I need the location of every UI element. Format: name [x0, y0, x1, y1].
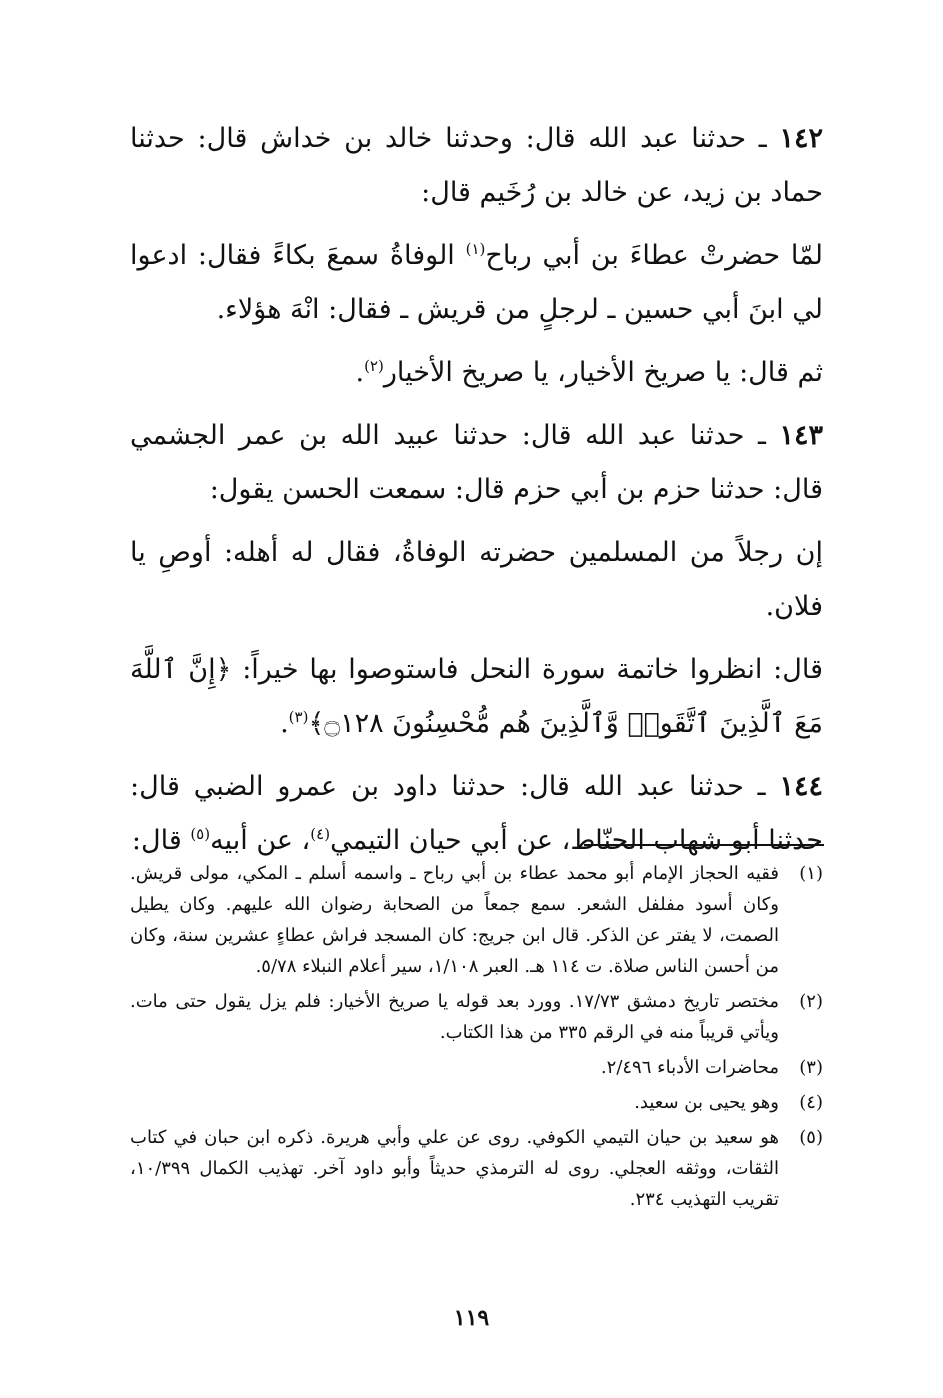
paragraph-text: الوفاةُ سمعَ بكاءً فقال: ادعوا لي ابنَ أبي حسين ـ لرجلٍ من قريش ـ فقال: انْهَ هؤلاء. — [130, 240, 823, 325]
footnote-divider — [584, 844, 824, 846]
footnote-ref[interactable]: (٢) — [364, 357, 384, 375]
hadith-142 — [130, 112, 823, 220]
quran-verse: ﴿إِنَّ ٱللَّهَ مَعَ ٱلَّذِينَ ٱتَّقَوا۟ وَّٱلَّذِينَ هُم مُّحْسِنُونَ ۝١٢٨﴾ — [130, 654, 823, 739]
hadith-number: ١٤٤ — [779, 771, 823, 802]
footnote-ref[interactable]: (٥) — [190, 825, 211, 843]
footnote-text: فقيه الحجاز الإمام أبو محمد عطاء بن أبي رباح ـ واسمه أسلم ـ المكي، مولى قريش. وكان أسود مفلفل الشعر. سمع جمعاً من الصحابة رضوان الله عليهم. وكان يطيل الصمت، لا يفتر عن الذكر. قال ابن جريج: كان المسجد فراش عطاءٍ عشرين سنة، وكان من أحسن الناس صلاة. ت ١١٤ هـ. العبر ١/١٠٨، سير أعلام النبلاء ٥/٧٨. — [130, 863, 779, 977]
footnote-number: (٤) — [799, 1092, 823, 1113]
paragraph-text: . — [355, 357, 365, 388]
footnote-item — [130, 1087, 823, 1118]
hadith-144 — [130, 760, 823, 868]
footnote-number: (٥) — [799, 1127, 823, 1148]
footnote-text: وهو يحيى بن سعيد. — [634, 1092, 779, 1113]
hadith-number: ١٤٣ — [779, 420, 823, 451]
paragraph-text: ثم قال: يا صريخ الأخيار، يا صريخ الأخيار — [383, 357, 823, 388]
paragraph-text: قال: — [131, 825, 191, 856]
footnote-text: هو سعيد بن حيان التيمي الكوفي. روى عن علي وأبي هريرة. ذكره ابن حبان في كتاب الثقات، ووثقه العجلي. روى له الترمذي حديثاً وأبو داود آخر. تهذيب الكمال ١٠/٣٩٩، تقريب التهذيب ٢٣٤. — [130, 1127, 779, 1210]
footnote-number: (٢) — [799, 991, 823, 1012]
narration-text — [130, 346, 823, 400]
main-text — [130, 112, 823, 877]
footnote-item — [130, 1122, 823, 1215]
footnotes — [130, 858, 823, 1219]
hadith-143 — [130, 409, 823, 517]
footnote-ref[interactable]: (٤) — [310, 825, 331, 843]
paragraph-text: لمّا حضرتْ عطاءَ بن أبي رباح — [485, 240, 823, 271]
footnote-ref[interactable]: (٣) — [288, 708, 309, 726]
paragraph-text: قال: انظروا خاتمة سورة النحل فاستوصوا بها خيراً: — [231, 654, 823, 685]
paragraph-text: ـ حدثنا عبد الله قال: حدثنا عبيد الله بن عمر الجشمي قال: حدثنا حزم بن أبي حزم قال: سمعت الحسن يقول: — [130, 420, 823, 505]
footnote-number: (٣) — [799, 1057, 823, 1078]
footnote-ref[interactable]: (١) — [465, 240, 486, 258]
paragraph-text: إن رجلاً من المسلمين حضرته الوفاةُ، فقال له أهله: أوصِ يا فلان. — [130, 537, 823, 622]
paragraph-text: ـ حدثنا عبد الله قال: حدثنا داود بن عمرو الضبي قال: حدثنا أبو شهاب الحنّاط، عن أبي حيان التيمي — [130, 771, 823, 856]
hadith-number: ١٤٢ — [779, 123, 823, 154]
footnote-text: مختصر تاريخ دمشق ١٧/٧٣. وورد بعد قوله يا صريخ الأخيار: فلم يزل يقول حتى مات. ويأتي قريباً منه في الرقم ٣٣٥ من هذا الكتاب. — [130, 991, 779, 1043]
narration-text — [130, 229, 823, 337]
page-number: ١١٩ — [453, 1305, 490, 1331]
footnote-number: (١) — [799, 863, 823, 884]
footnote-item — [130, 1052, 823, 1083]
footnote-item — [130, 986, 823, 1048]
paragraph-text: ، عن أبيه — [210, 825, 311, 856]
footnote-item — [130, 858, 823, 982]
narration-text — [130, 526, 823, 634]
footnote-text: محاضرات الأدباء ٢/٤٩٦. — [600, 1057, 779, 1078]
paragraph-text: ـ حدثنا عبد الله قال: وحدثنا خالد بن خداش قال: حدثنا حماد بن زيد، عن خالد بن رُخَيم قال: — [130, 123, 823, 208]
paragraph-text: . — [280, 708, 289, 739]
narration-text — [130, 643, 823, 751]
